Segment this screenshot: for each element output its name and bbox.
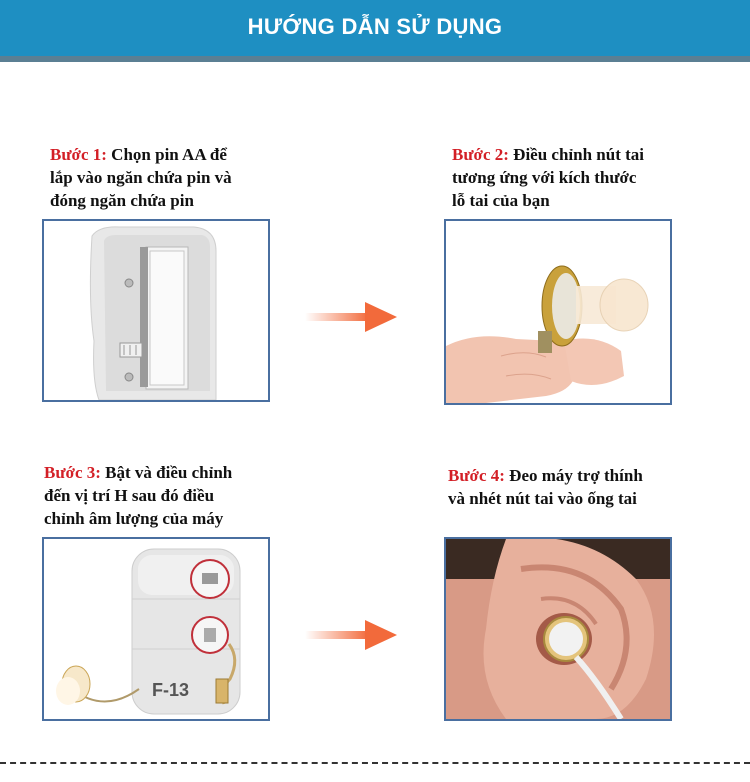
step-1-line2: lắp vào ngăn chứa pin và (50, 168, 232, 187)
hearing-aid-battery-illustration (44, 221, 268, 400)
ear-illustration (446, 539, 670, 719)
arrow-right-icon-2 (305, 618, 400, 652)
device-model-label: F-13 (152, 680, 190, 700)
step-3-line3: chỉnh âm lượng của máy (44, 509, 224, 528)
ear-tip-adjust-photo (444, 219, 672, 405)
step-1-label: Bước 1: (50, 145, 107, 164)
header-banner (0, 0, 750, 62)
step-2-line3: lỗ tai của bạn (452, 191, 550, 210)
step-4-text (448, 464, 708, 510)
step-2-line1: Điều chỉnh nút tai (508, 145, 645, 164)
step-4-line1: Đeo máy trợ thính (504, 466, 643, 485)
step-4-label: Bước 4: (448, 466, 505, 485)
step-2-line2: tương ứng với kích thước (452, 168, 637, 187)
arrow-right-icon-1 (305, 300, 400, 334)
step-3-line2: đến vị trí H sau đó điều (44, 486, 215, 505)
page-title: HƯỚNG DẪN SỬ DỤNG (247, 14, 503, 39)
header-underline (0, 56, 750, 62)
step-2-text (452, 143, 692, 212)
step-2-label: Bước 2: (452, 145, 509, 164)
step-1-line1: Chọn pin AA để (106, 145, 227, 164)
battery-compartment-photo (42, 219, 270, 402)
device-switch-photo (42, 537, 270, 721)
step-3-text (44, 461, 284, 530)
step-1-text (50, 143, 280, 212)
step-1-line3: đóng ngăn chứa pin (50, 191, 194, 210)
hearing-aid-device-illustration (44, 539, 268, 719)
dashed-divider (0, 762, 750, 764)
step-4-line2: và nhét nút tai vào ống tai (448, 489, 637, 508)
ear-tip-illustration (446, 221, 670, 403)
step-3-label: Bước 3: (44, 463, 101, 482)
step-3-line1: Bật và điều chỉnh (100, 463, 233, 482)
ear-wearing-photo (444, 537, 672, 721)
